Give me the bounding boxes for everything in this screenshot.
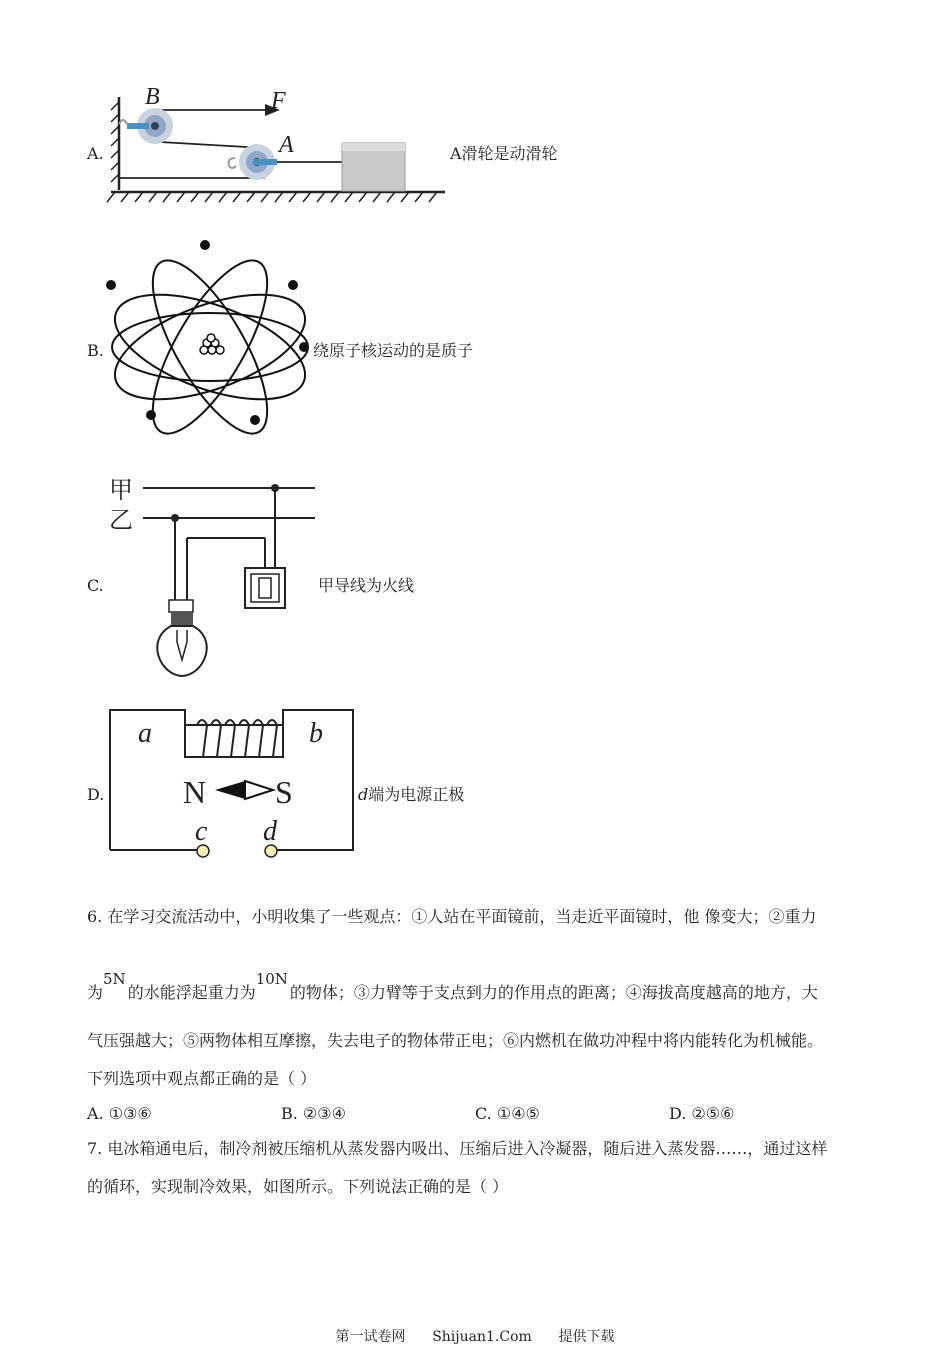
option-d-statement	[358, 785, 464, 805]
page-footer	[0, 1326, 950, 1346]
label-a: A	[279, 132, 294, 158]
q7-line2: 的循环，实现制冷效果，如图所示。下列说法正确的是（ ）	[87, 1177, 509, 1196]
pulley-diagram	[105, 82, 450, 207]
q6-line4: 下列选项中观点都正确的是（ ）	[87, 1069, 317, 1088]
option-c-letter: C.	[87, 576, 104, 595]
q6-line2-suffix: 的物体；③力臂等于支点到力的作用点的距离；④海拔高度越高的地方，大	[289, 983, 818, 1002]
q6-choice-c: C. ①④⑤	[475, 1104, 540, 1123]
label-s: S	[275, 774, 293, 810]
option-d-text: 端为电源正极	[368, 785, 465, 804]
q6-line2-prefix: 为	[87, 983, 104, 1002]
option-b-statement: 绕原子核运动的是质子	[313, 341, 474, 360]
option-d-letter: D.	[87, 785, 105, 804]
label-yi: 乙	[109, 508, 133, 534]
label-n: N	[183, 774, 207, 810]
label-b-pole: b	[309, 718, 323, 749]
label-d: d	[263, 816, 277, 847]
option-a-letter: A.	[87, 144, 104, 163]
q6-line3: 气压强越大；⑤两物体相互摩擦，失去电子的物体带正电；⑥内燃机在做功冲程中将内能转化为机械能。	[87, 1031, 824, 1050]
footer-action: 提供下载	[558, 1329, 615, 1345]
option-d-var: d	[358, 785, 369, 804]
q6-line2	[87, 970, 818, 1003]
q7-line1: 7. 电冰箱通电后，制冷剂被压缩机从蒸发器内吸出、压缩后进入冷凝器，随后进入蒸发器……，通过这样	[87, 1139, 828, 1158]
q6-force-5n: 5N	[103, 970, 126, 988]
q6-choice-a: A. ①③⑥	[87, 1104, 152, 1123]
q6-choice-d: D. ②⑤⑥	[669, 1104, 735, 1123]
option-a-statement: A滑轮是动滑轮	[450, 144, 558, 163]
footer-site: 第一试卷网	[335, 1329, 406, 1345]
q6-line2-mid: 的水能浮起重力为	[127, 983, 256, 1002]
q6-line1: 6. 在学习交流活动中，小明收集了一些观点：①人站在平面镜前，当走近平面镜时，他 像变大；②重力	[87, 907, 817, 926]
label-c: c	[195, 816, 208, 847]
label-f: F	[271, 88, 286, 114]
label-jia: 甲	[109, 478, 133, 504]
household-circuit-diagram	[105, 470, 325, 690]
option-b-letter: B.	[87, 341, 104, 360]
q6-force-10n: 10N	[255, 970, 288, 988]
option-c-statement: 甲导线为火线	[318, 576, 415, 595]
label-b: B	[145, 84, 160, 110]
q6-choice-b: B. ②③④	[281, 1104, 346, 1123]
atom-model-diagram	[105, 235, 315, 460]
footer-domain: Shijuan1.Com	[432, 1329, 532, 1345]
electromagnet-diagram	[105, 705, 360, 865]
label-a-pole: a	[138, 718, 152, 749]
